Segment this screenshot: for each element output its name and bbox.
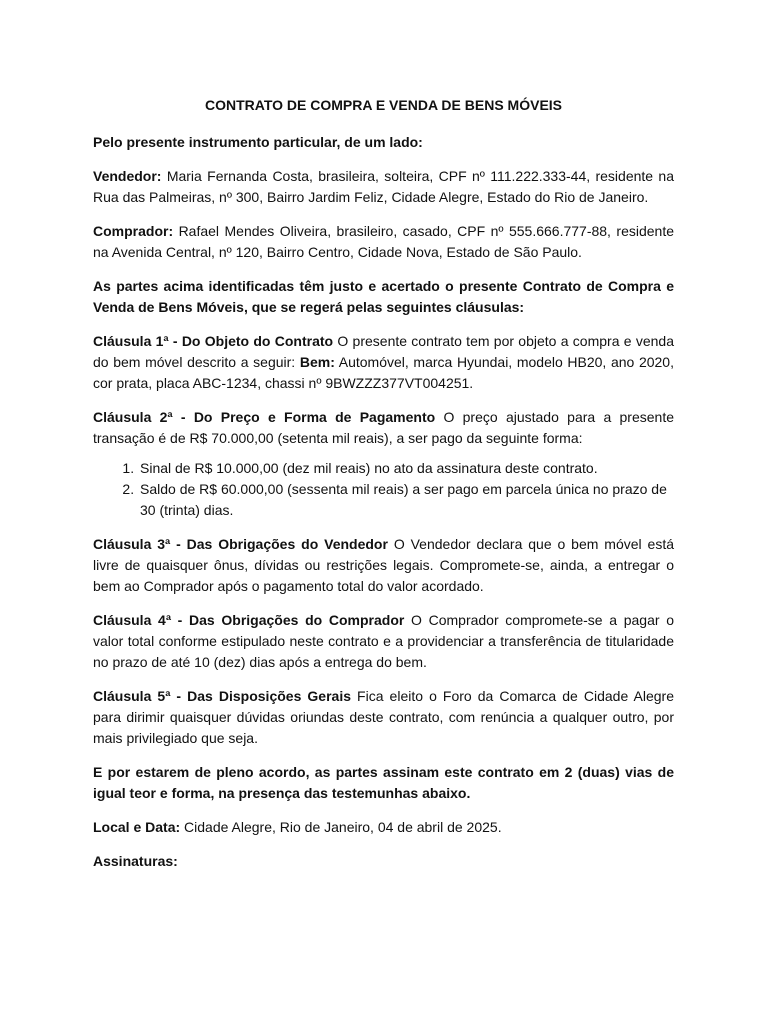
document-title: CONTRATO DE COMPRA E VENDA DE BENS MÓVEIS [204, 97, 563, 113]
buyer-paragraph [93, 221, 674, 263]
clause-3-paragraph [93, 534, 674, 597]
clause-2-paragraph [93, 407, 674, 449]
clause-3-label: Cláusula 3ª - Das Obrigações do Vendedor [93, 536, 388, 552]
clause-2-text: O preço ajustado para a presente transação é de R$ 70.000,00 (setenta mil reais), a ser pago da seguinte forma: [93, 409, 675, 446]
payment-item-down-payment: 1. Sinal de R$ 10.000,00 (dez mil reais) no ato da assinatura deste contrato. [138, 458, 674, 479]
signatures-label: Assinaturas: [93, 853, 178, 869]
clause-3-text: O Vendedor declara que o bem móvel está livre de quaisquer ônus, dívidas ou restrições legais. Compromete-se, ainda, a entregar o bem ao Comprador após o pagamento total do valor acordado. [93, 536, 674, 594]
clause-1-label: Cláusula 1ª - Do Objeto do Contrato [93, 333, 334, 349]
clause-1-paragraph [93, 331, 674, 394]
clause-4-paragraph [93, 610, 674, 673]
clause-4-text: O Comprador compromete-se a pagar o valor total conforme estipulado neste contrato e a providenciar a transferência de titularidade no prazo de até 10 (dez) dias após a entrega do bem. [93, 612, 674, 670]
seller-paragraph [93, 166, 674, 208]
payment-list [93, 458, 674, 521]
clause-1-item-text: Automóvel, marca Hyundai, modelo HB20, ano 2020, cor prata, placa ABC-1234, chassi nº 9BWZZZ377VT004251. [93, 354, 674, 391]
clause-4-label: Cláusula 4ª - Das Obrigações do Comprador [93, 612, 405, 628]
intro-paragraph: Pelo presente instrumento particular, de um lado: [93, 134, 423, 150]
clause-2-label: Cláusula 2ª - Do Preço e Forma de Pagamento [93, 409, 436, 425]
payment-item-balance: 2. Saldo de R$ 60.000,00 (sessenta mil reais) a ser pago em parcela única no prazo de 30 (trinta) dias. [138, 479, 674, 521]
closing-paragraph: E por estarem de pleno acordo, as partes assinam este contrato em 2 (duas) vias de igual teor e forma, na presença das testemunhas abaixo. [93, 764, 674, 801]
place-date-paragraph [93, 817, 674, 838]
clause-5-paragraph [93, 686, 674, 749]
place-date-label: Local e Data: [93, 819, 181, 835]
clause-1-text: O presente contrato tem por objeto a compra e venda do bem móvel descrito a seguir: [93, 333, 674, 370]
seller-label: Vendedor: [93, 168, 162, 184]
contract-page [93, 95, 674, 885]
seller-text: Maria Fernanda Costa, brasileira, solteira, CPF nº 111.222.333-44, residente na Rua das Palmeiras, nº 300, Bairro Jardim Feliz, Cidade Alegre, Estado do Rio de Janeiro. [93, 168, 674, 205]
clause-5-label: Cláusula 5ª - Das Disposições Gerais [93, 688, 351, 704]
clause-1-item-label: Bem: [299, 354, 335, 370]
buyer-text: Rafael Mendes Oliveira, brasileiro, casado, CPF nº 555.666.777-88, residente na Avenida Central, nº 120, Bairro Centro, Cidade Nova, Estado de São Paulo. [93, 223, 674, 260]
agreement-paragraph: As partes acima identificadas têm justo e acertado o presente Contrato de Compra e Venda de Bens Móveis, que se regerá pelas seguintes cláusulas: [93, 278, 674, 315]
place-date-text: Cidade Alegre, Rio de Janeiro, 04 de abril de 2025. [180, 819, 502, 835]
buyer-label: Comprador: [93, 223, 174, 239]
clause-5-text: Fica eleito o Foro da Comarca de Cidade Alegre para dirimir quaisquer dúvidas oriundas deste contrato, com renúncia a qualquer outro, por mais privilegiado que seja. [93, 688, 674, 746]
